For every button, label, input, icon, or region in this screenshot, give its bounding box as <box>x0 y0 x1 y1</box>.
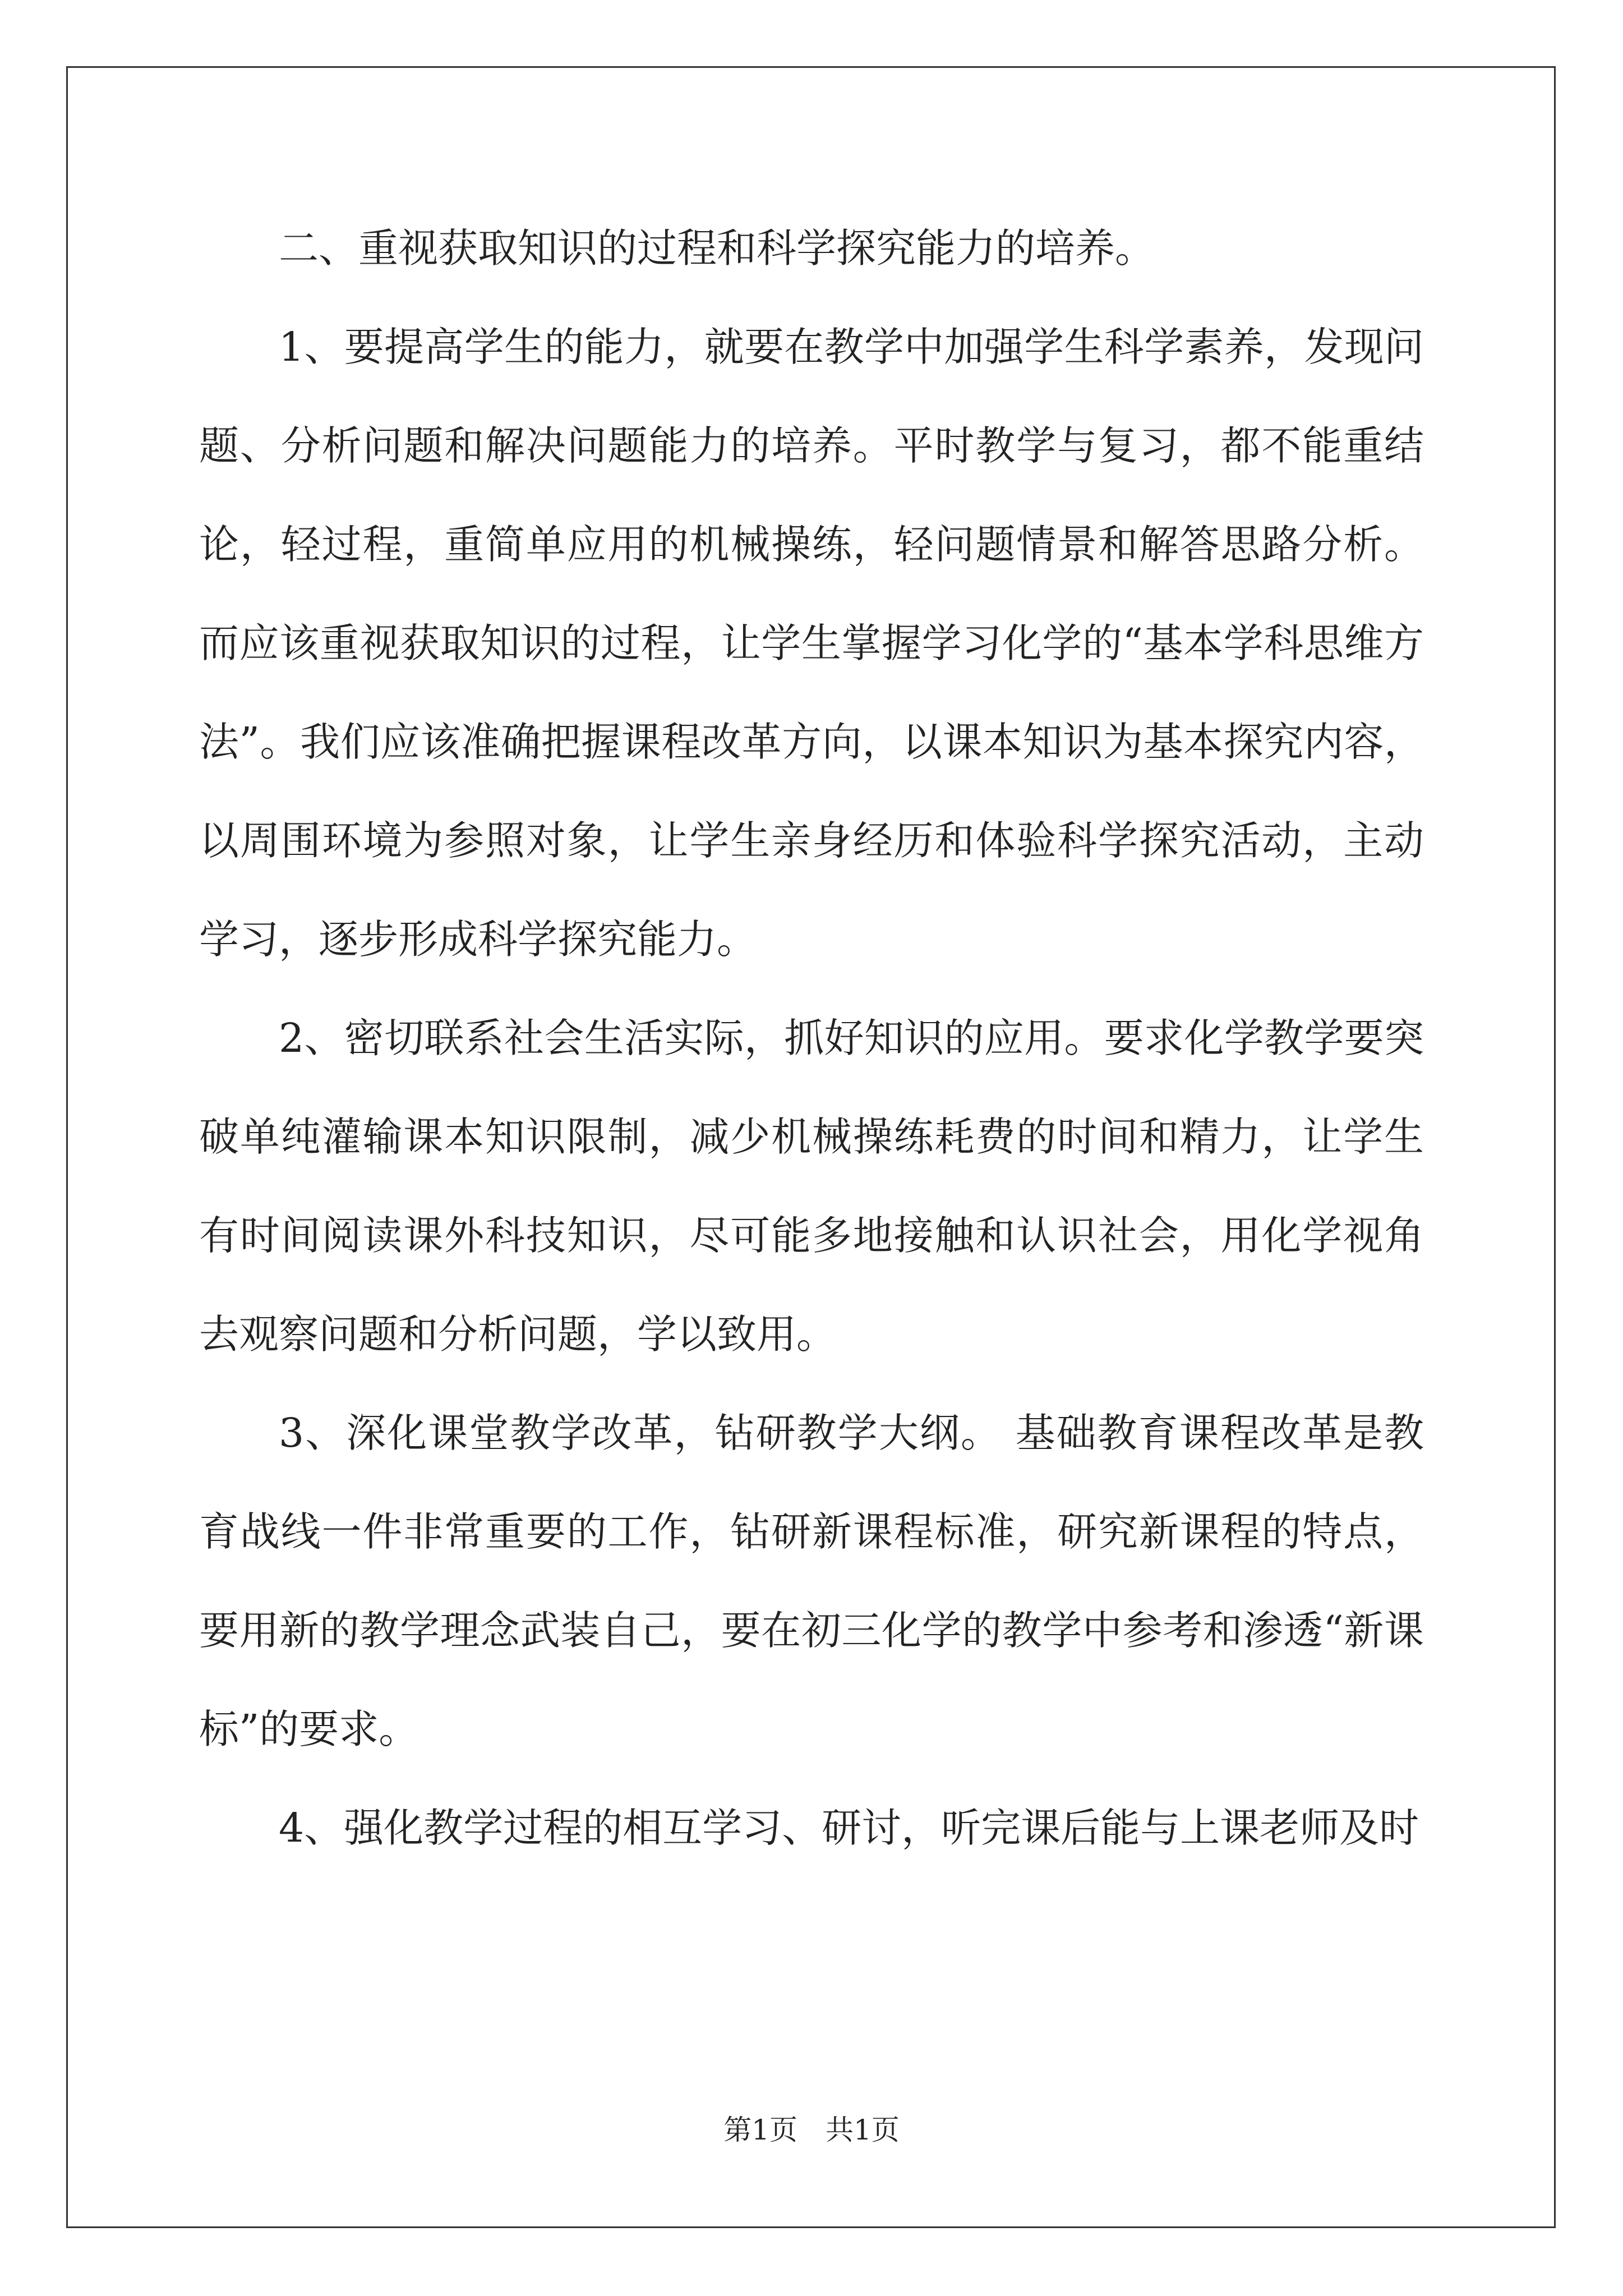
page-number-footer: 第1页 共1页 <box>723 2114 900 2146</box>
document-body <box>199 199 1424 1878</box>
section-heading: 二、重视获取知识的过程和科学探究能力的培养。 <box>279 225 1155 272</box>
paragraph-4: 4、强化教学过程的相互学习、研讨，听完课后能与上课老师及时 <box>279 1805 1419 1851</box>
paragraph-3: 3、深化课堂教学改革，钻研教学大纲。 基础教育课程改革是教育战线一件非常重要的工作，钻研新课程标准，研究新课程的特点，要用新的教学理念武装自己，要在初三化学的教学中参考和渗透“新课标”的要求。 <box>199 1410 1424 1752</box>
paragraph-2: 2、密切联系社会生活实际，抓好知识的应用。要求化学教学要突破单纯灌输课本知识限制，减少机械操练耗费的时间和精力，让学生有时间阅读课外科技知识，尽可能多地接触和认识社会，用化学视角去观察问题和分析问题，学以致用。 <box>199 1015 1424 1358</box>
paragraph-1: 1、要提高学生的能力，就要在教学中加强学生科学素养，发现问题、分析问题和解决问题能力的培养。平时教学与复习，都不能重结论，轻过程，重简单应用的机械操练，轻问题情景和解答思路分析。而应该重视获取知识的过程，让学生掌握学习化学的“基本学科思维方法”。我们应该准确把握课程改革方向，以课本知识为基本探究内容，以周围环境为参照对象，让学生亲身经历和体验科学探究活动，主动学习，逐步形成科学探究能力。 <box>199 324 1424 963</box>
